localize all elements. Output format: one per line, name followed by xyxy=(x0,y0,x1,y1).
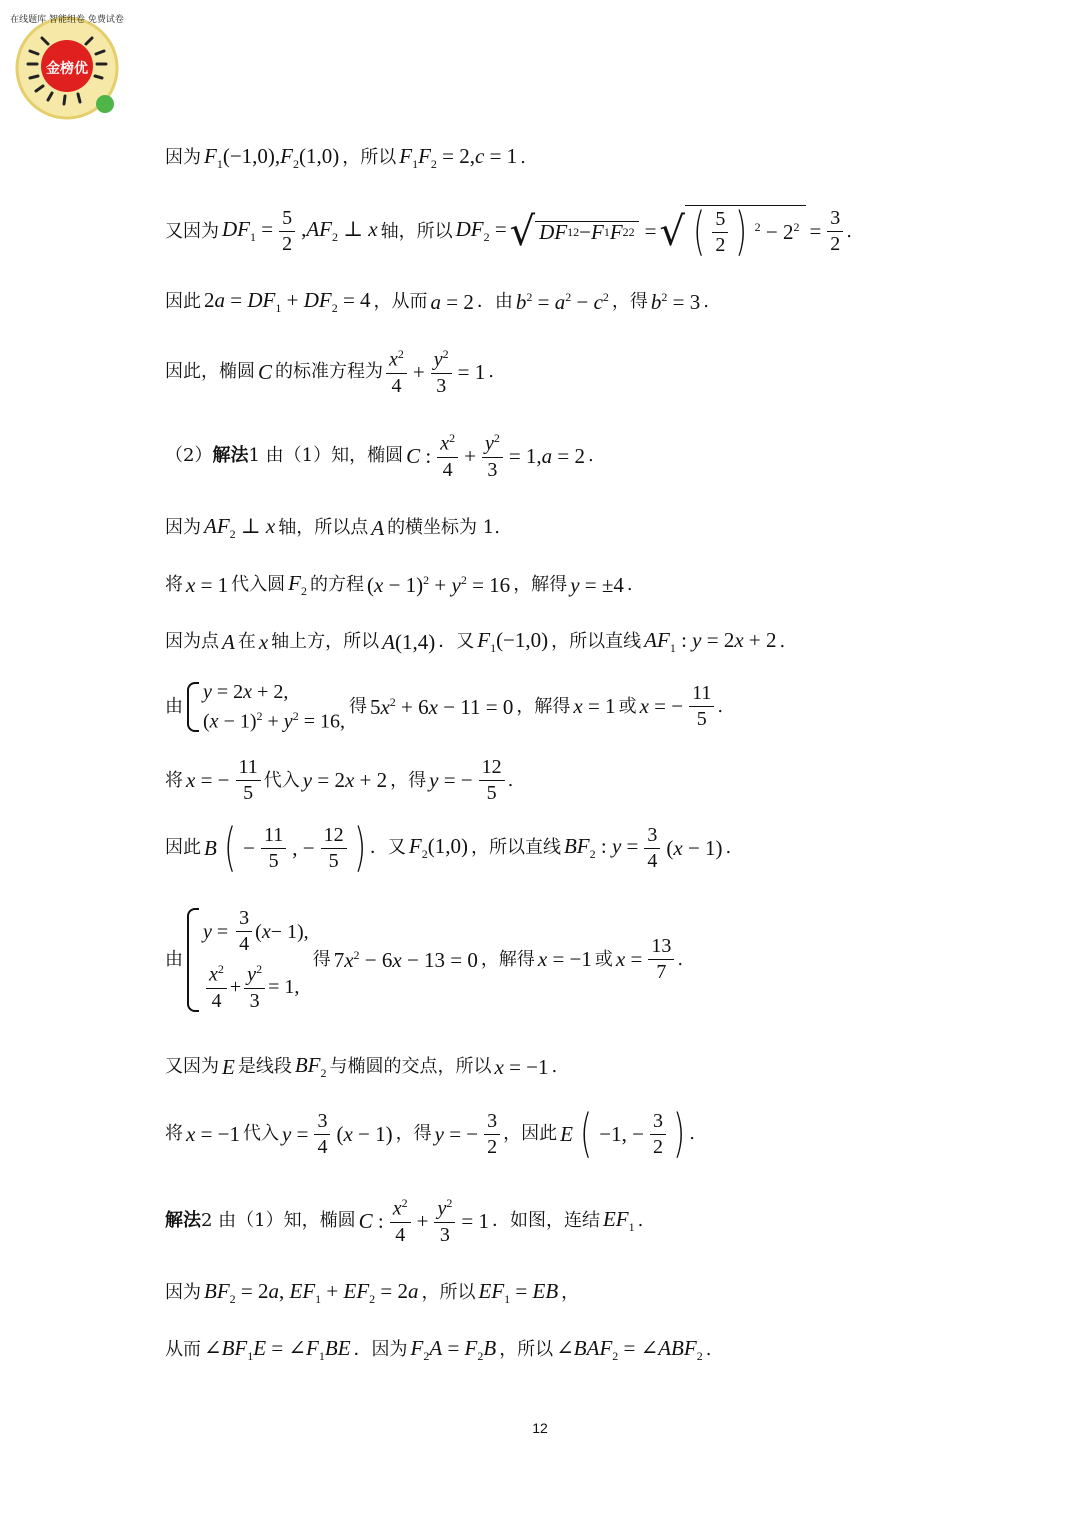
line-13: 又因为 E 是线段 $BF_2$ 与椭圆的交点，所以 x = −1 . xyxy=(165,1053,558,1081)
line-6: 因为 $AF_2$ ⊥ x 轴，所以点 A 的横坐标为 1. xyxy=(165,514,500,542)
line-15: 解法 2 由（1）知，椭圆 C : $\frac{x^2}{4}$ + $\frac{y^2}{3}$ = 1 ．如图，连结 $EF_1$ . xyxy=(165,1196,644,1246)
line-16: 因为 $BF_2 = 2a$, $EF_1 + EF_2 = 2a$ ，所以 $EF_1$ = EB ， xyxy=(165,1279,580,1307)
line-4: 因此，椭圆 C 的标准方程为 $\frac{x^2}{4}$ + $\frac{y^2}{3}$ = 1 . xyxy=(165,347,494,397)
line-9: 由 y = 2x + 2, $(x - 1)^2 + y^2 = 16$, 得 $5x^2 + 6x - 11 = 0$ ，解得 x = 1 或 x = − $\frac{11}{5}$ . xyxy=(165,681,724,733)
line-7: 将 x = 1 代入圆 $F_2$ 的方程 $(x - 1)^2 + y^2 = 16$ ，解得 y = ±4 . xyxy=(165,571,633,599)
line-1: 因为 $F_1(-1,0),F_2(1,0)$ ，所以 $F_1F_2 = 2,c = 1$ . xyxy=(165,144,526,172)
jinbangyou-logo xyxy=(8,6,126,124)
line-12: 由 y = $\frac{3}{4}$ ( x − 1), $\frac{x^2}{4}$ + $\frac{y^2}{3}$ = 1, 得 $7x^2 - 6x - 13 = 0$ ，解得 x = −1 或 x = $\frac{13}{7}$ . xyxy=(165,907,684,1012)
line-5: （2） 解法 1 由（1）知，椭圆 C : $\frac{x^2}{4}$ + $\frac{y^2}{3}$ = 1,a = 2 . xyxy=(165,431,594,481)
line-3: 因此 $2a = DF_1 + DF_2 = 4$ ，从而 a = 2 ．由 $b^2 = a^2 - c^2$ ，得 $b^2 = 3$ . xyxy=(165,288,709,316)
page-number: 12 xyxy=(532,1420,548,1436)
line-10: 将 x = − $\frac{11}{5}$ 代入 y = 2x + 2 ，得 y = − $\frac{12}{5}$ . xyxy=(165,756,514,804)
line-17: 从而 $\angle BF_1E$ = $\angle F_1BE$ ．因为 $F_2A = F_2B$ ，所以 $\angle BAF_2$ = $\angle ABF_2$ . xyxy=(165,1336,712,1364)
line-11: 因此 B ( − $\frac{11}{5}$ , − $\frac{12}{5}$ ) ．又 $F_2(1,0)$ ，所以直线 $BF_2$ : y = $\frac{3}{4}$ (x − 1) . xyxy=(165,818,732,878)
svg-text:金榜优: 金榜优 xyxy=(46,61,88,77)
svg-text:在线题库 智能组卷 免费试卷: 在线题库 智能组卷 免费试卷 xyxy=(10,15,124,25)
line-2: 又因为 $DF_1$ = $\frac{5}{2}$ $,AF_2$ ⊥ x 轴，所以 $DF_2$ = √ DF 1 2 − F 1 F 2 2 = √ ( $\frac{5}{2}$ ) $^2 - 2^2$ = $\frac{3}{2}$ . xyxy=(165,202,853,262)
line-8: 因为点 A 在 x 轴上方，所以 A(1,4) ．又 $F_1(-1,0)$ ，所以直线 $AF_1$ : y = 2x + 2 . xyxy=(165,628,786,656)
line-14: 将 x = −1 代入 y = $\frac{3}{4}$ (x − 1) ，得 y = − $\frac{3}{2}$ ，因此 E ( −1, − $\frac{3}{2}$ ) . xyxy=(165,1104,695,1164)
